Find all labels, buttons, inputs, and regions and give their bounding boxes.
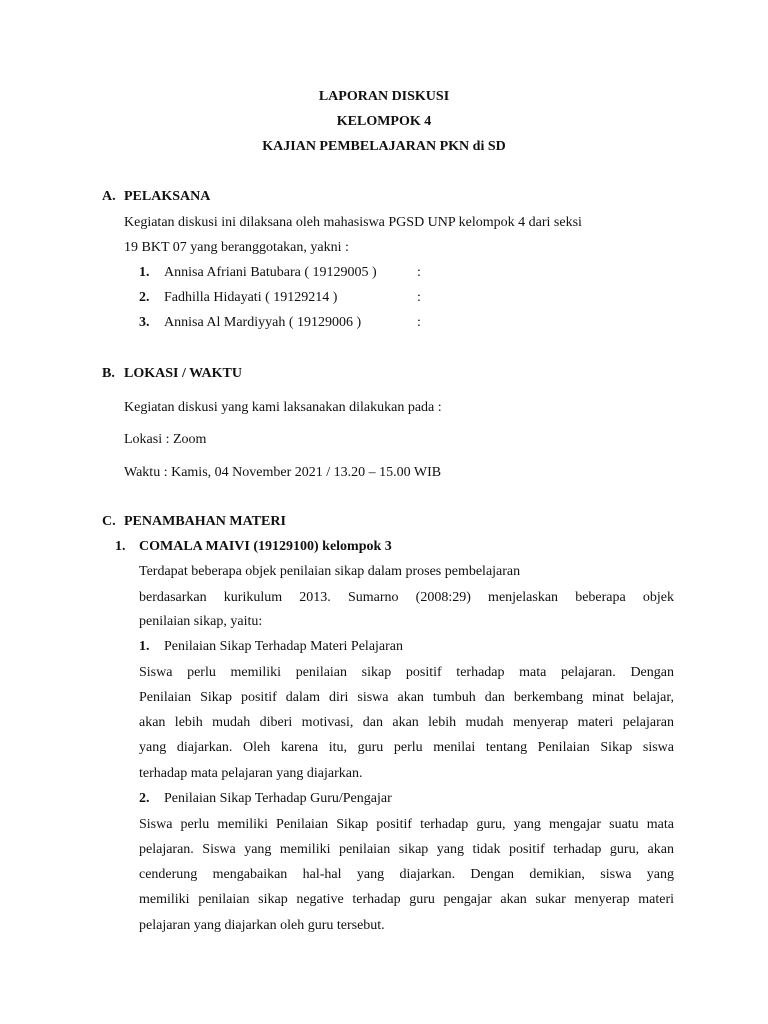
section-b-heading: LOKASI / WAKTU: [124, 366, 242, 381]
subsection-1-title: COMALA MAIVI (19129100) kelompok 3: [139, 539, 392, 554]
subsection-1-number: 1.: [115, 539, 126, 554]
member-3-number: 3.: [139, 315, 150, 330]
item-2-line-1: Siswa perlu memiliki Penilaian Sikap positif terhadap guru, yang mengajar suatu mata: [139, 817, 674, 832]
item-1-line-1: Siswa perlu memiliki penilaian sikap positif terhadap mata pelajaran. Dengan: [139, 665, 674, 680]
section-b-letter: B.: [102, 366, 115, 381]
item-1-line-4: yang diajarkan. Oleh karena itu, guru perlu menilai tentang Penilaian Sikap siswa: [139, 740, 674, 755]
member-2-colon: :: [417, 290, 421, 305]
member-3-name: Annisa Al Mardiyyah ( 19129006 ): [164, 315, 362, 330]
member-3-colon: :: [417, 315, 421, 330]
title-line-3: KAJIAN PEMBELAJARAN PKN di SD: [262, 139, 506, 154]
section-b-waktu: Waktu : Kamis, 04 November 2021 / 13.20 – 15.00 WIB: [124, 465, 442, 480]
member-1-name: Annisa Afriani Batubara ( 19129005 ): [164, 265, 377, 280]
item-2-line-4: memiliki penilaian sikap negative terhadap guru pengajar akan sukar menyerap materi: [139, 892, 674, 907]
item-2-line-5: pelajaran yang diajarkan oleh guru tersebut.: [139, 918, 385, 933]
member-1-colon: :: [417, 265, 421, 280]
section-a-heading: PELAKSANA: [124, 189, 211, 204]
section-a-para-line-2: 19 BKT 07 yang beranggotakan, yakni :: [124, 240, 349, 255]
item-2-title: Penilaian Sikap Terhadap Guru/Pengajar: [164, 791, 392, 806]
subsection-1-intro-line-2: berdasarkan kurikulum 2013. Sumarno (2008:29) menjelaskan beberapa objek: [139, 590, 674, 605]
section-c-letter: C.: [102, 514, 116, 529]
subsection-1-intro-line-3: penilaian sikap, yaitu:: [139, 614, 263, 629]
subsection-1-intro-line-1: Terdapat beberapa objek penilaian sikap dalam proses pembelajaran: [139, 564, 521, 579]
item-2-line-2: pelajaran. Siswa yang memiliki penilaian sikap yang tidak positif terhadap guru, akan: [139, 842, 674, 857]
section-a-letter: A.: [102, 189, 116, 204]
section-a-para-line-1: Kegiatan diskusi ini dilaksana oleh mahasiswa PGSD UNP kelompok 4 dari seksi: [124, 215, 582, 230]
item-1-line-3: akan lebih mudah diberi motivasi, dan akan lebih mudah menyerap materi pelajaran: [139, 715, 674, 730]
item-1-line-5: terhadap mata pelajaran yang diajarkan.: [139, 766, 363, 781]
member-2-number: 2.: [139, 290, 150, 305]
item-1-line-2: Penilaian Sikap positif dalam diri siswa akan tumbuh dan berkembang minat belajar,: [139, 690, 674, 705]
section-c-heading: PENAMBAHAN MATERI: [124, 514, 286, 529]
item-1-title: Penilaian Sikap Terhadap Materi Pelajaran: [164, 639, 404, 654]
title-line-1: LAPORAN DISKUSI: [318, 89, 450, 104]
item-2-number: 2.: [139, 791, 150, 806]
section-b-intro: Kegiatan diskusi yang kami laksanakan dilakukan pada :: [124, 400, 442, 415]
title-line-2: KELOMPOK 4: [336, 114, 432, 129]
member-2-name: Fadhilla Hidayati ( 19129214 ): [164, 290, 338, 305]
item-1-number: 1.: [139, 639, 150, 654]
item-2-line-3: cenderung mengabaikan hal-hal yang diajarkan. Dengan demikian, siswa yang: [139, 867, 674, 882]
section-b-lokasi: Lokasi : Zoom: [124, 432, 207, 447]
member-1-number: 1.: [139, 265, 150, 280]
